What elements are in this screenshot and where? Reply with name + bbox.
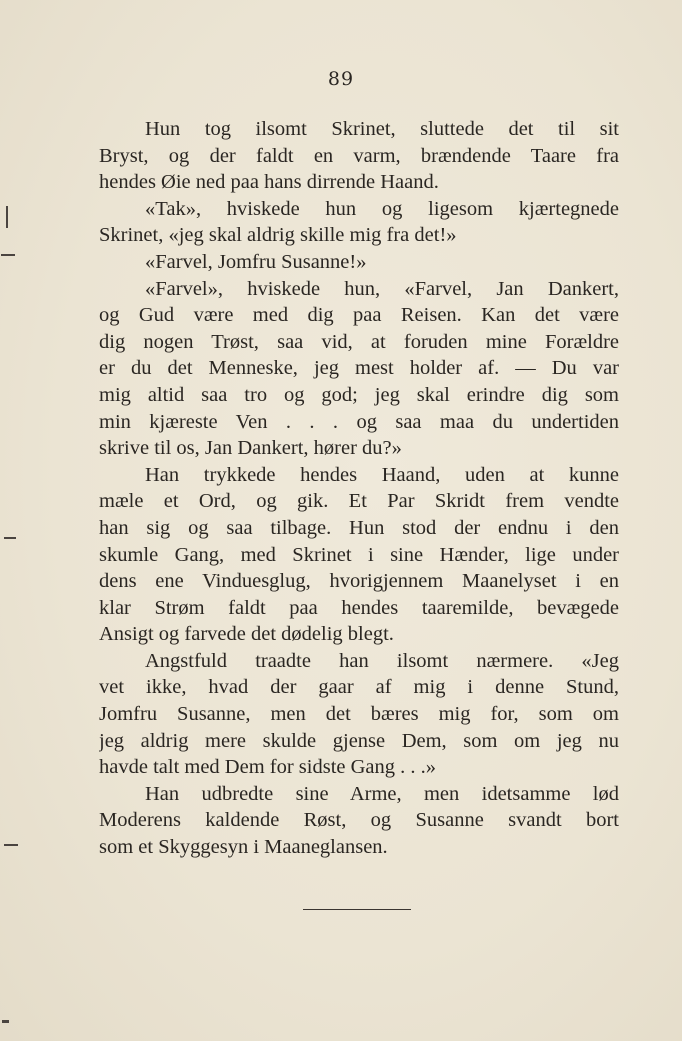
text-line: dens ene Vinduesglug, hvorigjennem Maanelyset i en xyxy=(99,570,619,593)
body-text xyxy=(99,116,619,861)
text-line: Skrinet, «jeg skal aldrig skille mig fra det!» xyxy=(99,224,457,247)
text-line: mig altid saa tro og god; jeg skal erindre dig som xyxy=(99,383,619,406)
text-line: min kjæreste Ven . . . og saa maa du undertiden xyxy=(99,410,619,433)
margin-mark xyxy=(2,1020,9,1023)
text-line: havde talt med Dem for sidste Gang . . .» xyxy=(99,756,437,779)
text-line: Bryst, og der faldt en varm, brændende Taare fra xyxy=(99,144,619,167)
end-rule xyxy=(303,909,411,910)
text-line: Hun tog ilsomt Skrinet, sluttede det til sit xyxy=(145,118,619,140)
margin-mark xyxy=(1,254,15,256)
text-line: klar Strøm faldt paa hendes taaremilde, bevægede xyxy=(99,596,619,619)
text-line: er du det Menneske, jeg mest holder af. — Du var xyxy=(99,357,619,380)
text-line: hendes Øie ned paa hans dirrende Haand. xyxy=(99,171,439,194)
text-line: Jomfru Susanne, men det bæres mig for, som om xyxy=(99,703,619,726)
margin-mark xyxy=(4,537,16,539)
text-line: og Gud være med dig paa Reisen. Kan det være xyxy=(99,304,619,327)
page-number: 89 xyxy=(327,68,355,90)
margin-mark xyxy=(6,206,8,228)
text-line: skumle Gang, med Skrinet i sine Hænder, lige under xyxy=(99,543,619,566)
text-line: «Tak», hviskede hun og ligesom kjærtegnede xyxy=(145,197,619,220)
text-line: han sig og saa tilbage. Hun stod der endnu i den xyxy=(99,516,619,539)
margin-mark xyxy=(4,844,18,846)
text-line: vet ikke, hvad der gaar af mig i denne Stund, xyxy=(99,676,619,699)
text-line: skrive til os, Jan Dankert, hører du?» xyxy=(99,437,402,460)
text-line: dig nogen Trøst, saa vid, at foruden mine Forældre xyxy=(99,330,619,353)
text-line: Ansigt og farvede det dødelig blegt. xyxy=(99,623,394,646)
text-line: Han udbredte sine Arme, men idetsamme lød xyxy=(145,782,619,805)
text-line: «Farvel», hviskede hun, «Farvel, Jan Dankert, xyxy=(145,277,619,300)
text-line: jeg aldrig mere skulde gjense Dem, som om jeg nu xyxy=(99,729,619,752)
text-line: som et Skyggesyn i Maaneglansen. xyxy=(99,836,388,859)
text-line: Han trykkede hendes Haand, uden at kunne xyxy=(145,463,619,486)
text-line: Moderens kaldende Røst, og Susanne svandt bort xyxy=(99,809,619,832)
text-line: «Farvel, Jomfru Susanne!» xyxy=(145,250,367,273)
text-line: mæle et Ord, og gik. Et Par Skridt frem vendte xyxy=(99,490,619,513)
text-line: Angstfuld traadte han ilsomt nærmere. «Jeg xyxy=(145,649,619,672)
